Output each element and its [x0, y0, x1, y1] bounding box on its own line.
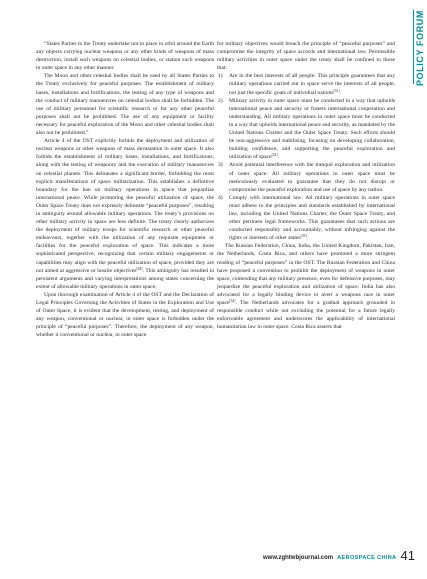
reference-mark: [32] [271, 153, 278, 158]
quote-paragraph-2: The Moon and other celestial bodies shall be used by all States Parties to the Treaty exclusively for peaceful purposes. The establishment of military bases, installations and fortifications, the testing of any type of weapons and the conduct of military manoeuvres on celestial bodies shall be forbidden. The use of military personnel for scientific research or for any other peaceful purposes shall not be prohibited. The use of any equipment or facility necessary for peaceful exploration of the Moon and other celestial bodies shall also not be prohibited.” [36, 73, 214, 137]
item-number: 2) [218, 97, 223, 104]
item-tail: . [306, 235, 309, 242]
text-run: . This ambiguity has resulted in persistent arguments and varying interpretations among states concerning the extent of allowable military operations in outer space. [36, 267, 215, 290]
item-text: Comply with international law: All military operations in outer space must adhere to the principles and standards established by international law, including the United Nations Charter, the Outer Space Treaty, and other pertinent legal frameworks. This guarantees that such actions are conducted responsibly and accountably, without infringing against the rights or interests of other states [229, 194, 395, 242]
reference-mark: [28] [136, 266, 143, 271]
item-number: 1) [218, 73, 223, 80]
item-number: 4) [218, 194, 223, 201]
sidebar-rule [413, 10, 414, 84]
body-paragraph-intro: for military objectives would breach the principle of “peaceful purposes” and compromise the integrity of space accords and international law. Permissible military activities in outer space under the treaty shall be confined to those that: [217, 41, 395, 72]
reference-mark: [34] [229, 299, 236, 303]
left-column [36, 40, 214, 339]
item-text: Military activity in outer space must be conducted in a way that upholds international peace and security or fosters international cooperation and understanding. All military operations in outer space must be conducted in a way that upholds international peace and security, as mandated by the United Nations Charter and the Outer Space Treaty. Such efforts should be non-aggressive and stabilising, focusing on developing collaboration, building confidence, and supporting the peaceful exploration and utilization of space [229, 97, 395, 161]
text-run: Article 4 of the OST explicitly forbids the deployment and utilization of nuclear weapons or other weapons of mass devastation in outer space. It also forbids the establishment of military bases, installations, and fortifications, along with the testing of weaponry and the execution of military manoeuvres on celestial planets. This delineates a significant border, forbidding the most explicit manifestations of space militarization. This establishes a definitive boundary for the ban on military operations in space that jeopardize international peace. While promoting the peaceful utilization of space, the Outer Space Treaty does not expressly delineate “peaceful purposes”, resulting in ambiguity around allowable military operations. The treaty’s provisions on other military activity in space are less definite. The treaty clearly authorizes the deployment of military troops for scientific research or other peaceful endeavours, together with the utilization of any requisite equipment or facilities for the peaceful exploration of space. This indicates a more sophisticated perspective, recognizing that certain military engagements or capabilities may align with the peaceful utilization of space, provided they are not aimed at aggressive or hostile objectives [36, 138, 214, 274]
list-item [217, 194, 395, 243]
quote-paragraph-1: “States Parties to the Treaty undertake not to place in orbit around the Earth any objects carrying nuclear weapons or any other kinds of weapons of mass destruction, install such weapons on celestial bodies, or station such weapons in outer space in any other manner. [36, 41, 214, 72]
list-item [217, 97, 395, 162]
body-paragraph-article4 [36, 137, 214, 291]
magazine-name: AEROSPACE CHINA [337, 555, 397, 561]
item-tail: . [277, 154, 279, 161]
body-paragraph-states [217, 242, 395, 331]
item-tail: . [339, 89, 341, 96]
journal-url[interactable]: www.zghtwbjournal.com [263, 555, 334, 561]
right-column [217, 40, 395, 331]
body-paragraph-examination: Upon thorough examination of Article 4 of the OST and the Declaration of Legal Principles Governing the Activities of States in the Exploration and Use of Outer Space, it is evident that the development, testing, and deployment of any weapon, conventional or nuclear, in outer space is forbidden under the principle of “peaceful purposes”. Therefore, the deployment of any weapon, whether it conventional or nuclear, in outer space [36, 291, 214, 339]
item-number: 3) [218, 162, 223, 169]
page-footer [263, 550, 415, 561]
text-run: . The Netherlands advocates for a gradual approach grounded in responsible conduct while not excluding the potential for a future legally enforceable agreement and underscores the applicability of international humanitarian law in outer space. Costa Rica asserts that [217, 300, 395, 331]
item-text: Are in the best interests of all people: This principle guarantees that any military operations carried out in space serve the interests of all people, not just the specific goals of individual nations [229, 73, 395, 96]
reference-mark: [33] [300, 234, 307, 239]
text-run: The Russian Federation, China, India, the United Kingdom, Pakistan, Iran, the Netherlands, Costa Rica, and others have promoted a more stringent reading of “peaceful purposes” in the OST. The Russian Federation and China have proposed a convention to prohibit the deployment of weapons in outer space, contending that any military presence, even for defensive purposes, may jeopardize the peaceful exploration and utilization of space. India has also advocated for a legally binding device to avert a weapons race in outer space [217, 243, 395, 306]
page-number: 41 [400, 548, 415, 563]
item-text: Avoid potential interference with the tranquil exploration and utilization of outer space: All military operations in outer space must be meticulously evaluated to guarantee that they do not disrupt or compromise the peaceful exploration and use of space by any nation. [229, 162, 395, 193]
principles-list [217, 72, 395, 242]
reference-mark: [31] [333, 88, 340, 93]
list-item [217, 161, 395, 193]
list-item [217, 72, 395, 96]
section-label: POLICY FORUM [415, 10, 425, 87]
